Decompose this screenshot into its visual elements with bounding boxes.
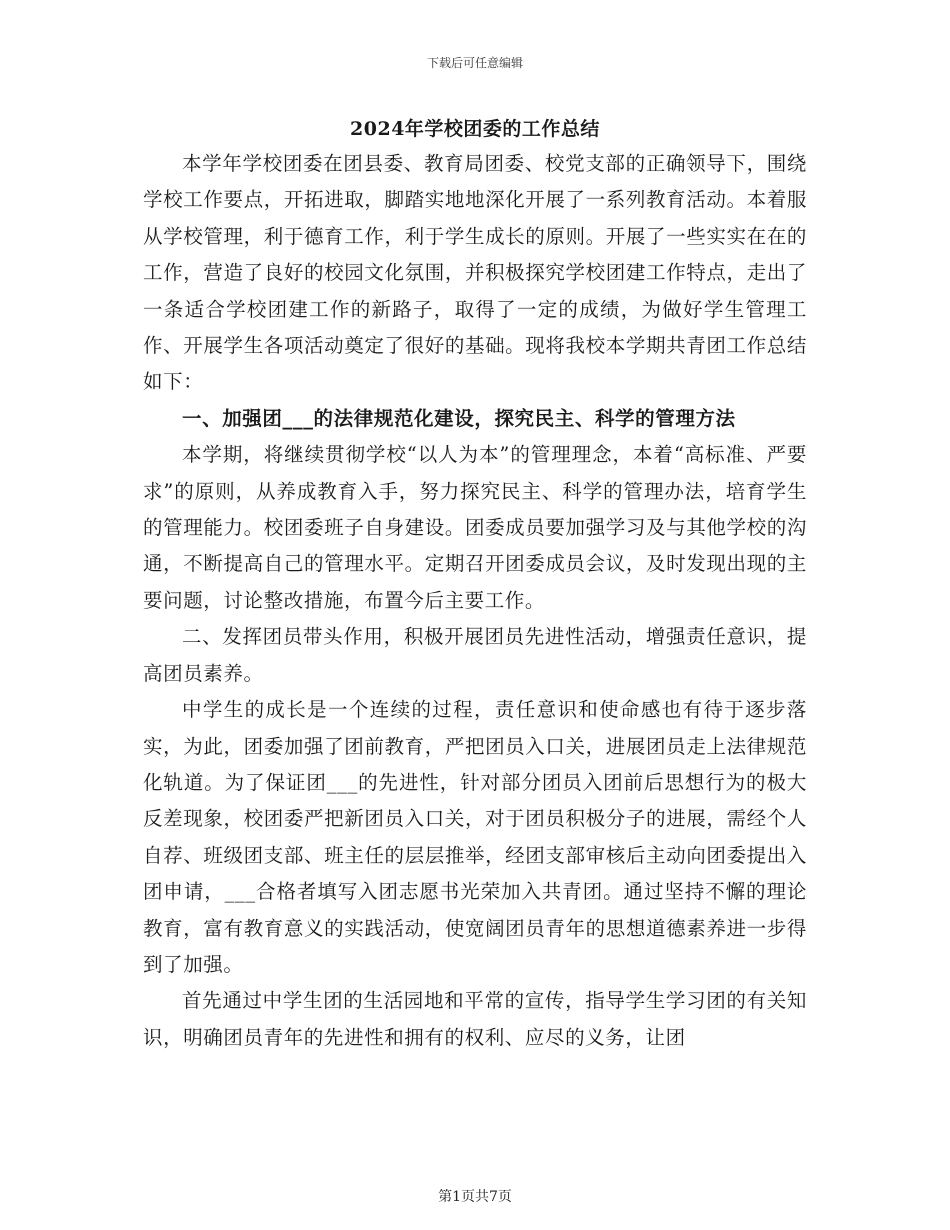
paragraph-section-1: 本学期，将继续贯彻学校“以人为本”的管理理念，本着“高标准、严要求”的原则，从养成教育入手，努力探究民主、科学的管理办法，培育学生的管理能力。校团委班子自身建设。团委成员要加强学习及与其他学校的沟通，不断提高自己的管理水平。定期召开团委成员会议，及时发现出现的主要问题，讨论整改措施，布置今后主要工作。 xyxy=(143,443,807,612)
paragraph-intro: 本学年学校团委在团县委、教育局团委、校党支部的正确领导下，围绕学校工作要点，开拓进取，脚踏实地地深化开展了一系列教育活动。本着服从学校管理，利于德育工作，利于学生成长的原则。开展了一些实实在在的工作，营造了良好的校园文化氛围，并积极探究学校团建工作特点，走出了一条适合学校团建工作的新路子，取得了一定的成绩，为做好学生管理工作、开展学生各项活动奠定了很好的基础。现将我校本学期共青团工作总结如下： xyxy=(143,152,807,394)
header-note: 下载后可任意编辑 xyxy=(426,56,523,70)
document-body xyxy=(143,146,807,1056)
page-indicator: 第1页共7页 xyxy=(438,1189,512,1205)
section-heading-1: 一、加强团___的法律规范化建设，探究民主、科学的管理方法 xyxy=(182,406,736,430)
paragraph-section-2: 中学生的成长是一个连续的过程，责任意识和使命感也有待于逐步落实，为此，团委加强了团前教育，严把团员入口关，进展团员走上法律规范化轨道。为了保证团___的先进性，针对部分团员入团前后思想行为的极大反差现象，校团委严把新团员入口关，对于团员积极分子的进展，需经个人自荐、班级团支部、班主任的层层推举，经团支部审核后主动向团委提出入团申请，___合格者填写入团志愿书光荣加入共青团。通过坚持不懈的理论教育，富有教育意义的实践活动，使宽阔团员青年的思想道德素养进一步得到了加强。 xyxy=(143,698,807,976)
document-title: 2024年学校团委的工作总结 xyxy=(350,118,600,140)
section-heading-2: 二、发挥团员带头作用，积极开展团员先进性活动，增强责任意识，提高团员素养。 xyxy=(143,625,807,685)
paragraph-section-2-continued: 首先通过中学生团的生活园地和平常的宣传，指导学生学习团的有关知识，明确团员青年的先进性和拥有的权利、应尽的义务，让团 xyxy=(143,989,807,1049)
